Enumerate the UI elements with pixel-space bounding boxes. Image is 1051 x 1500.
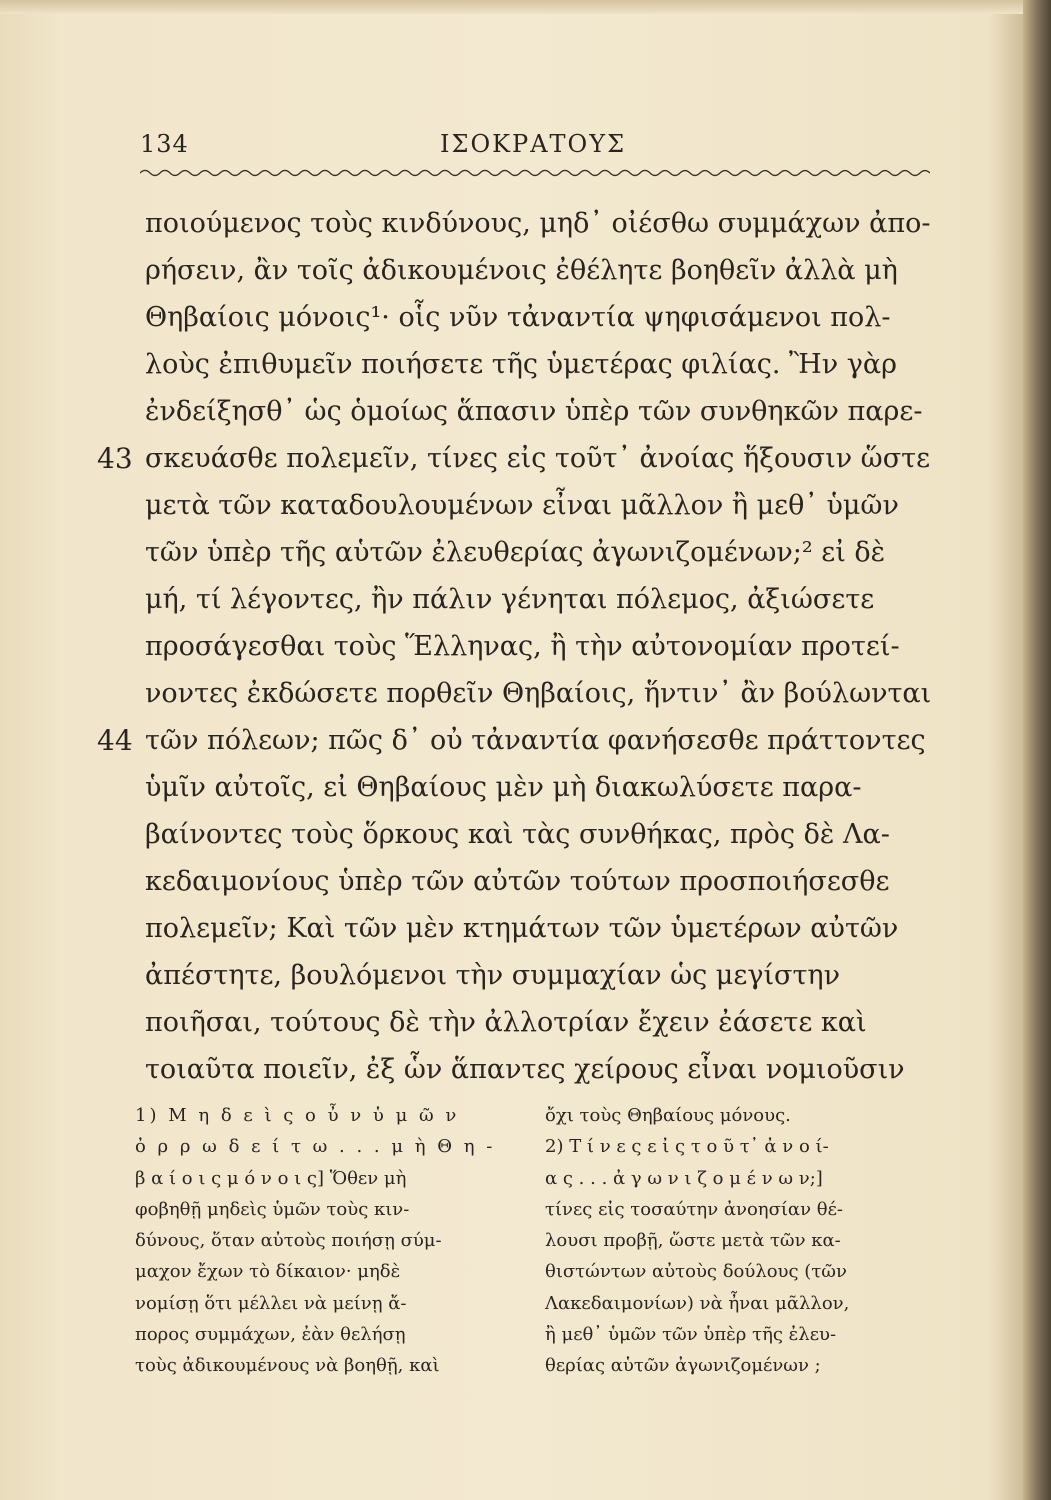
- running-title: ΙΣΟΚΡΑΤΟΥΣ: [440, 130, 627, 158]
- footnote-line: φοβηθῇ μηδεὶς ὑμῶν τοὺς κιν-: [135, 1198, 410, 1220]
- section-number: 44: [97, 724, 133, 757]
- page-top-edge: [0, 0, 1051, 14]
- line-text: τῶν πόλεων; πῶς δ᾽ οὐ τἀναντία φανήσεσθε πράττοντες: [145, 725, 926, 756]
- footnote-line: δύνους, ὅταν αὐτοὺς ποιήσῃ σύμ-: [135, 1230, 442, 1252]
- text-line: [145, 1046, 935, 1093]
- line-text: μετὰ τῶν καταδουλουμένων εἶναι μᾶλλον ἢ μεθ᾽ ὑμῶν: [145, 490, 899, 521]
- text-line: [145, 858, 935, 905]
- footnote-line: Λακεδαιμονίων) νὰ ἦναι μᾶλλον,: [545, 1292, 850, 1314]
- text-line: [145, 529, 935, 576]
- text-line: [145, 999, 935, 1046]
- text-line: [145, 905, 935, 952]
- text-line: [145, 482, 935, 529]
- footnote-line: 2) Τ ί ν ε ς ε ἰ ς τ ο ῦ τ᾽ ἀ ν ο ί-: [545, 1136, 829, 1158]
- footnote-line: νομίσῃ ὅτι μέλλει νὰ μείνῃ ἄ-: [135, 1292, 407, 1314]
- line-text: τῶν ὑπὲρ τῆς αὑτῶν ἐλευθερίας ἀγωνιζομένων;² εἰ δὲ: [145, 537, 886, 568]
- line-text: τοιαῦτα ποιεῖν, ἐξ ὧν ἅπαντες χείρους εἶναι νομιοῦσιν: [145, 1054, 905, 1085]
- text-line: [145, 623, 935, 670]
- text-line: [145, 811, 935, 858]
- footnote-line: α ς . . . ἀ γ ω ν ι ζ ο μ έ ν ω ν;]: [545, 1167, 823, 1189]
- line-text: λοὺς ἐπιθυμεῖν ποιήσετε τῆς ὑμετέρας φιλίας. Ἢν γὰρ: [145, 349, 897, 380]
- footnote-line: ὀ ρ ρ ω δ ε ί τ ω . . . μ ὴ Θ η -: [135, 1136, 496, 1158]
- running-header: [140, 130, 930, 166]
- section-number: 43: [97, 442, 133, 475]
- line-text: μή, τί λέγοντες, ἢν πάλιν γένηται πόλεμος, ἀξιώσετε: [145, 584, 875, 615]
- footnote-line: μαχον ἔχων τὸ δίκαιον· μηδὲ: [135, 1261, 401, 1283]
- line-text: ἐνδείξησθ᾽ ὡς ὁμοίως ἅπασιν ὑπὲρ τῶν συνθηκῶν παρε-: [145, 396, 923, 427]
- text-line: [145, 764, 935, 811]
- footnote-line: ἢ μεθ᾽ ὑμῶν τῶν ὑπὲρ τῆς ἐλευ-: [545, 1324, 837, 1346]
- footnote-line: λουσι προβῇ, ὥστε μετὰ τῶν κα-: [545, 1230, 841, 1252]
- line-text: κεδαιμονίους ὑπὲρ τῶν αὐτῶν τούτων προσποιήσεσθε: [145, 866, 890, 897]
- line-text: σκευάσθε πολεμεῖν, τίνες εἰς τοῦτ᾽ ἀνοίας ἥξουσιν ὥστε: [145, 443, 931, 474]
- text-line: [97, 435, 935, 482]
- page-number: 134: [140, 130, 189, 158]
- text-line: [145, 670, 935, 717]
- text-line: [145, 294, 935, 341]
- line-text: νοντες ἐκδώσετε πορθεῖν Θηβαίοις, ἥντιν᾽ ἂν βούλωνται: [145, 678, 932, 709]
- line-text: ποιούμενος τοὺς κινδύνους, μηδ᾽ οἰέσθω συμμάχων ἀπο-: [145, 208, 931, 239]
- line-text: προσάγεσθαι τοὺς Ἕλληνας, ἢ τὴν αὐτονομίαν προτεί-: [145, 631, 900, 662]
- line-text: ποιῆσαι, τούτους δὲ τὴν ἀλλοτρίαν ἔχειν ἐάσετε καὶ: [145, 1007, 867, 1038]
- footnote-line: ὄχι τοὺς Θηβαίους μόνους.: [545, 1105, 791, 1126]
- line-text: Θηβαίοις μόνοις¹· οἷς νῦν τἀναντία ψηφισάμενοι πολ-: [145, 302, 891, 333]
- footnote-line: πορος συμμάχων, ἐὰν θελήσῃ: [135, 1324, 406, 1346]
- text-line: [145, 388, 935, 435]
- text-line: [145, 341, 935, 388]
- text-line: [145, 200, 935, 247]
- main-text: [97, 200, 935, 1093]
- footnote-line: β α ί ο ι ς μ ό ν ο ι ς] Ὅθεν μὴ: [135, 1167, 407, 1189]
- text-line: [145, 952, 935, 999]
- footnote-line: θερίας αὑτῶν ἀγωνιζομένων ;: [545, 1355, 821, 1377]
- wavy-rule-divider: [140, 166, 930, 180]
- footnote-line: θιστώντων αὐτοὺς δούλους (τῶν: [545, 1261, 847, 1283]
- line-text: βαίνοντες τοὺς ὅρκους καὶ τὰς συνθήκας, πρὸς δὲ Λα-: [145, 819, 890, 850]
- text-line: [145, 247, 935, 294]
- book-spine-shadow: [1023, 0, 1051, 1500]
- line-text: ἀπέστητε, βουλόμενοι τὴν συμμαχίαν ὡς μεγίστην: [145, 960, 841, 991]
- text-line: [97, 717, 935, 764]
- footnote-line: 1) Μ η δ ε ὶ ς ο ὖ ν ὑ μ ῶ ν: [135, 1105, 460, 1126]
- line-text: ὑμῖν αὐτοῖς, εἰ Θηβαίους μὲν μὴ διακωλύσετε παρα-: [145, 772, 862, 803]
- line-text: ρήσειν, ἂν τοῖς ἀδικουμένοις ἐθέλητε βοηθεῖν ἀλλὰ μὴ: [145, 255, 898, 286]
- text-line: [145, 576, 935, 623]
- footnotes-left-column: [135, 1100, 515, 1382]
- footnotes-right-column: [545, 1100, 925, 1382]
- line-text: πολεμεῖν; Καὶ τῶν μὲν κτημάτων τῶν ὑμετέρων αὐτῶν: [145, 913, 899, 944]
- footnote-line: τίνες εἰς τοσαύτην ἀνοησίαν θέ-: [545, 1198, 843, 1220]
- footnote-line: τοὺς ἀδικουμένους νὰ βοηθῇ, καὶ: [135, 1355, 440, 1377]
